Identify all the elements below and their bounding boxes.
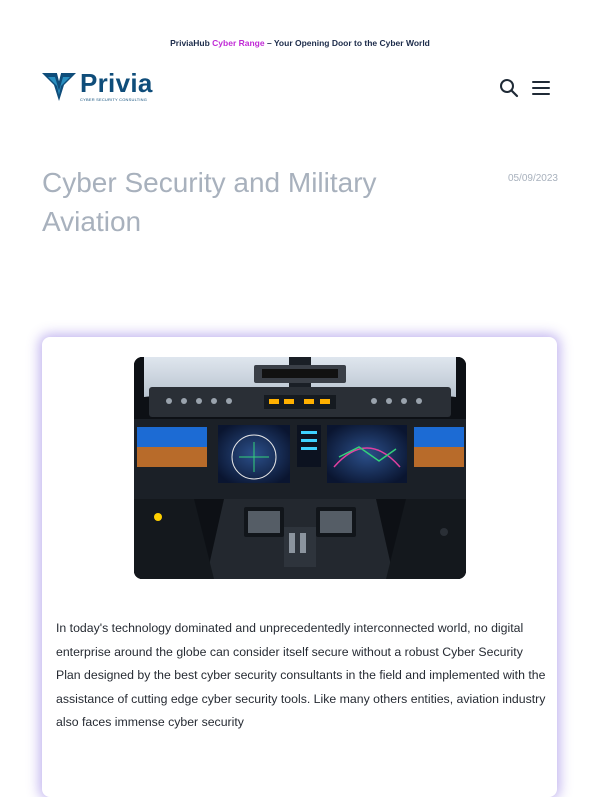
logo-text: Privia — [80, 68, 153, 98]
cockpit-image — [134, 357, 466, 579]
top-banner[interactable] — [0, 38, 600, 48]
article-card — [42, 337, 557, 797]
header-actions — [497, 78, 557, 100]
privia-logo[interactable] — [42, 70, 154, 104]
banner-highlight-link[interactable]: Cyber Range — [212, 38, 265, 48]
menu-icon[interactable] — [531, 78, 551, 103]
privia-logo-mark-icon — [42, 71, 76, 101]
logo-tagline: CYBER SECURITY CONSULTING — [80, 97, 148, 102]
article-body-paragraph: In today's technology dominated and unprecedentedly interconnected world, no digital enterprise around the globe can consider itself secure without a robust Cyber Security Plan designed by the best cyber security consultants in the field and implemented with the assistance of cutting edge cyber security tools. Like many others entities, aviation industry also faces immense cyber security — [56, 621, 546, 729]
search-icon[interactable] — [499, 78, 519, 103]
banner-prefix: PriviaHub — [170, 38, 213, 48]
article-title: Cyber Security and Military Aviation — [42, 167, 377, 237]
banner-suffix: – Your Opening Door to the Cyber World — [264, 38, 430, 48]
article-date: 05/09/2023 — [507, 173, 558, 184]
